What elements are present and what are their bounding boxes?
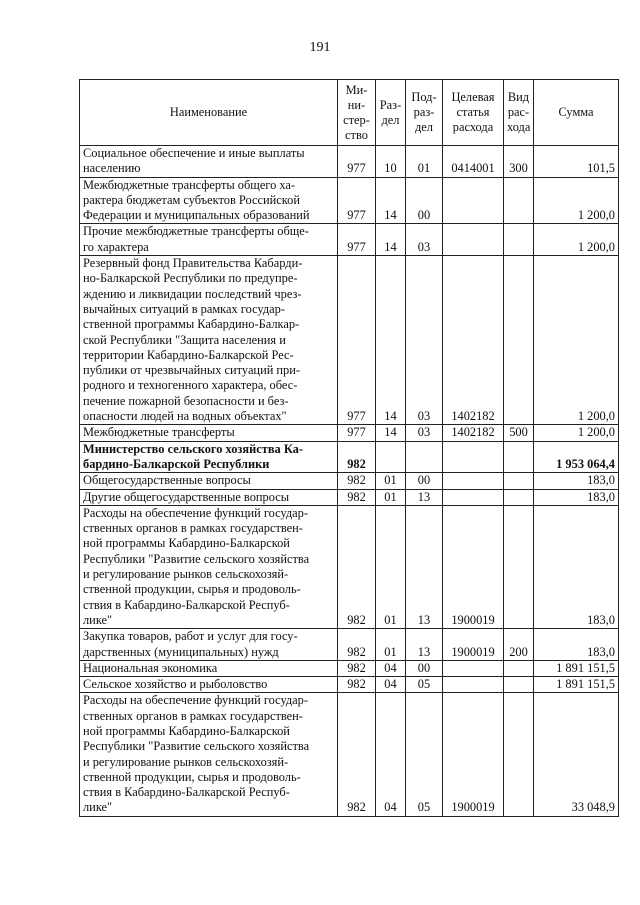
cell-subsection: 01 (406, 146, 443, 178)
table-row (80, 629, 619, 661)
cell-subsection: 05 (406, 677, 443, 693)
header-sum: Сумма (534, 80, 619, 146)
cell-ministry: 982 (338, 473, 376, 489)
table-row (80, 441, 619, 473)
cell-type (504, 660, 534, 676)
table-row (80, 693, 619, 816)
header-name: Наименование (80, 80, 338, 146)
cell-subsection: 05 (406, 693, 443, 816)
cell-type (504, 677, 534, 693)
cell-subsection: 00 (406, 473, 443, 489)
cell-ministry: 982 (338, 693, 376, 816)
cell-section: 04 (376, 660, 406, 676)
cell-section: 01 (376, 473, 406, 489)
cell-name: Прочие межбюджетные трансферты обще- го характера (80, 224, 338, 256)
table-body (80, 146, 619, 817)
cell-subsection: 13 (406, 489, 443, 505)
table-row (80, 660, 619, 676)
cell-ministry: 982 (338, 677, 376, 693)
table-row (80, 146, 619, 178)
budget-table (79, 79, 619, 817)
cell-ministry: 977 (338, 224, 376, 256)
cell-target (443, 489, 504, 505)
cell-sum: 1 891 151,5 (534, 660, 619, 676)
cell-type: 200 (504, 629, 534, 661)
cell-section: 14 (376, 224, 406, 256)
cell-type (504, 489, 534, 505)
cell-section: 04 (376, 677, 406, 693)
cell-sum: 1 200,0 (534, 177, 619, 224)
header-type: Вид рас- хода (504, 80, 534, 146)
cell-subsection: 13 (406, 629, 443, 661)
cell-type (504, 224, 534, 256)
cell-subsection: 00 (406, 177, 443, 224)
cell-target: 0414001 (443, 146, 504, 178)
cell-sum: 1 200,0 (534, 224, 619, 256)
cell-subsection: 03 (406, 256, 443, 425)
cell-type (504, 505, 534, 628)
cell-target: 1900019 (443, 505, 504, 628)
cell-sum: 183,0 (534, 629, 619, 661)
header-section: Раз- дел (376, 80, 406, 146)
cell-target (443, 660, 504, 676)
cell-section: 01 (376, 505, 406, 628)
cell-ministry: 977 (338, 177, 376, 224)
table-row (80, 473, 619, 489)
cell-section: 04 (376, 693, 406, 816)
cell-ministry: 982 (338, 489, 376, 505)
cell-name: Социальное обеспечение и иные выплаты населению (80, 146, 338, 178)
cell-target: 1900019 (443, 693, 504, 816)
cell-ministry: 982 (338, 629, 376, 661)
cell-type (504, 693, 534, 816)
cell-target (443, 224, 504, 256)
cell-type (504, 441, 534, 473)
cell-name: Другие общегосударственные вопросы (80, 489, 338, 505)
table-row (80, 677, 619, 693)
header-ministry: Ми- ни- стер- ство (338, 80, 376, 146)
cell-name: Общегосударственные вопросы (80, 473, 338, 489)
cell-sum: 183,0 (534, 505, 619, 628)
cell-sum: 1 200,0 (534, 425, 619, 441)
cell-section: 14 (376, 425, 406, 441)
cell-target: 1402182 (443, 256, 504, 425)
cell-section: 10 (376, 146, 406, 178)
cell-target: 1900019 (443, 629, 504, 661)
cell-ministry: 977 (338, 146, 376, 178)
cell-target (443, 441, 504, 473)
cell-target (443, 473, 504, 489)
cell-name: Министерство сельского хозяйства Ка- бардино-Балкарской Республики (80, 441, 338, 473)
table-row (80, 489, 619, 505)
cell-ministry: 982 (338, 505, 376, 628)
cell-ministry: 982 (338, 441, 376, 473)
table-row (80, 224, 619, 256)
cell-name: Закупка товаров, работ и услуг для госу- дарственных (муниципальных) нужд (80, 629, 338, 661)
cell-name: Межбюджетные трансферты общего ха- рактера бюджетам субъектов Российской Федерации и муниципальных образований (80, 177, 338, 224)
cell-section: 01 (376, 629, 406, 661)
cell-ministry: 977 (338, 256, 376, 425)
cell-sum: 33 048,9 (534, 693, 619, 816)
cell-type (504, 177, 534, 224)
cell-section: 14 (376, 177, 406, 224)
cell-target (443, 177, 504, 224)
cell-type: 300 (504, 146, 534, 178)
header-subsection: Под- раз- дел (406, 80, 443, 146)
cell-subsection: 03 (406, 425, 443, 441)
table-row (80, 505, 619, 628)
cell-name: Национальная экономика (80, 660, 338, 676)
cell-subsection: 03 (406, 224, 443, 256)
cell-ministry: 977 (338, 425, 376, 441)
cell-name: Межбюджетные трансферты (80, 425, 338, 441)
cell-target: 1402182 (443, 425, 504, 441)
cell-name: Расходы на обеспечение функций государ- ственных органов в рамках государствен- ной программы Кабардино-Балкарской Республики "Развитие сельского хозяйства и регулирование рынков сельскохозяй- ственной продукции, сырья и продоволь- ствия в Кабардино-Балкарской Респуб- лике" (80, 693, 338, 816)
cell-sum: 1 891 151,5 (534, 677, 619, 693)
cell-target (443, 677, 504, 693)
page-number: 191 (309, 40, 331, 55)
cell-type: 500 (504, 425, 534, 441)
cell-sum: 183,0 (534, 473, 619, 489)
table-row (80, 177, 619, 224)
cell-subsection: 00 (406, 660, 443, 676)
cell-sum: 101,5 (534, 146, 619, 178)
table-row (80, 425, 619, 441)
table-row (80, 256, 619, 425)
cell-section (376, 441, 406, 473)
cell-ministry: 982 (338, 660, 376, 676)
cell-name: Расходы на обеспечение функций государ- ственных органов в рамках государствен- ной программы Кабардино-Балкарской Республики "Развитие сельского хозяйства и регулирование рынков сельскохозяй- ственной продукции, сырья и продоволь- ствия в Кабардино-Балкарской Респуб- лике" (80, 505, 338, 628)
cell-sum: 1 200,0 (534, 256, 619, 425)
cell-name: Сельское хозяйство и рыболовство (80, 677, 338, 693)
cell-name: Резервный фонд Правительства Кабарди- но-Балкарской Республики по предупре- ждению и ликвидации последствий чрез- вычайных ситуаций в рамках государ- ственной программы Кабардино-Балкар- ской Республики "Защита населения и территории Кабардино-Балкарской Рес- публики от чрезвычайных ситуаций при- родного и техногенного характера, обес- печение пожарной безопасности и без- опасности людей на водных объектах" (80, 256, 338, 425)
cell-sum: 1 953 064,4 (534, 441, 619, 473)
cell-type (504, 473, 534, 489)
header-target: Целевая статья расхода (443, 80, 504, 146)
header-row (80, 80, 619, 146)
cell-section: 14 (376, 256, 406, 425)
cell-sum: 183,0 (534, 489, 619, 505)
cell-subsection (406, 441, 443, 473)
cell-subsection: 13 (406, 505, 443, 628)
cell-section: 01 (376, 489, 406, 505)
cell-type (504, 256, 534, 425)
